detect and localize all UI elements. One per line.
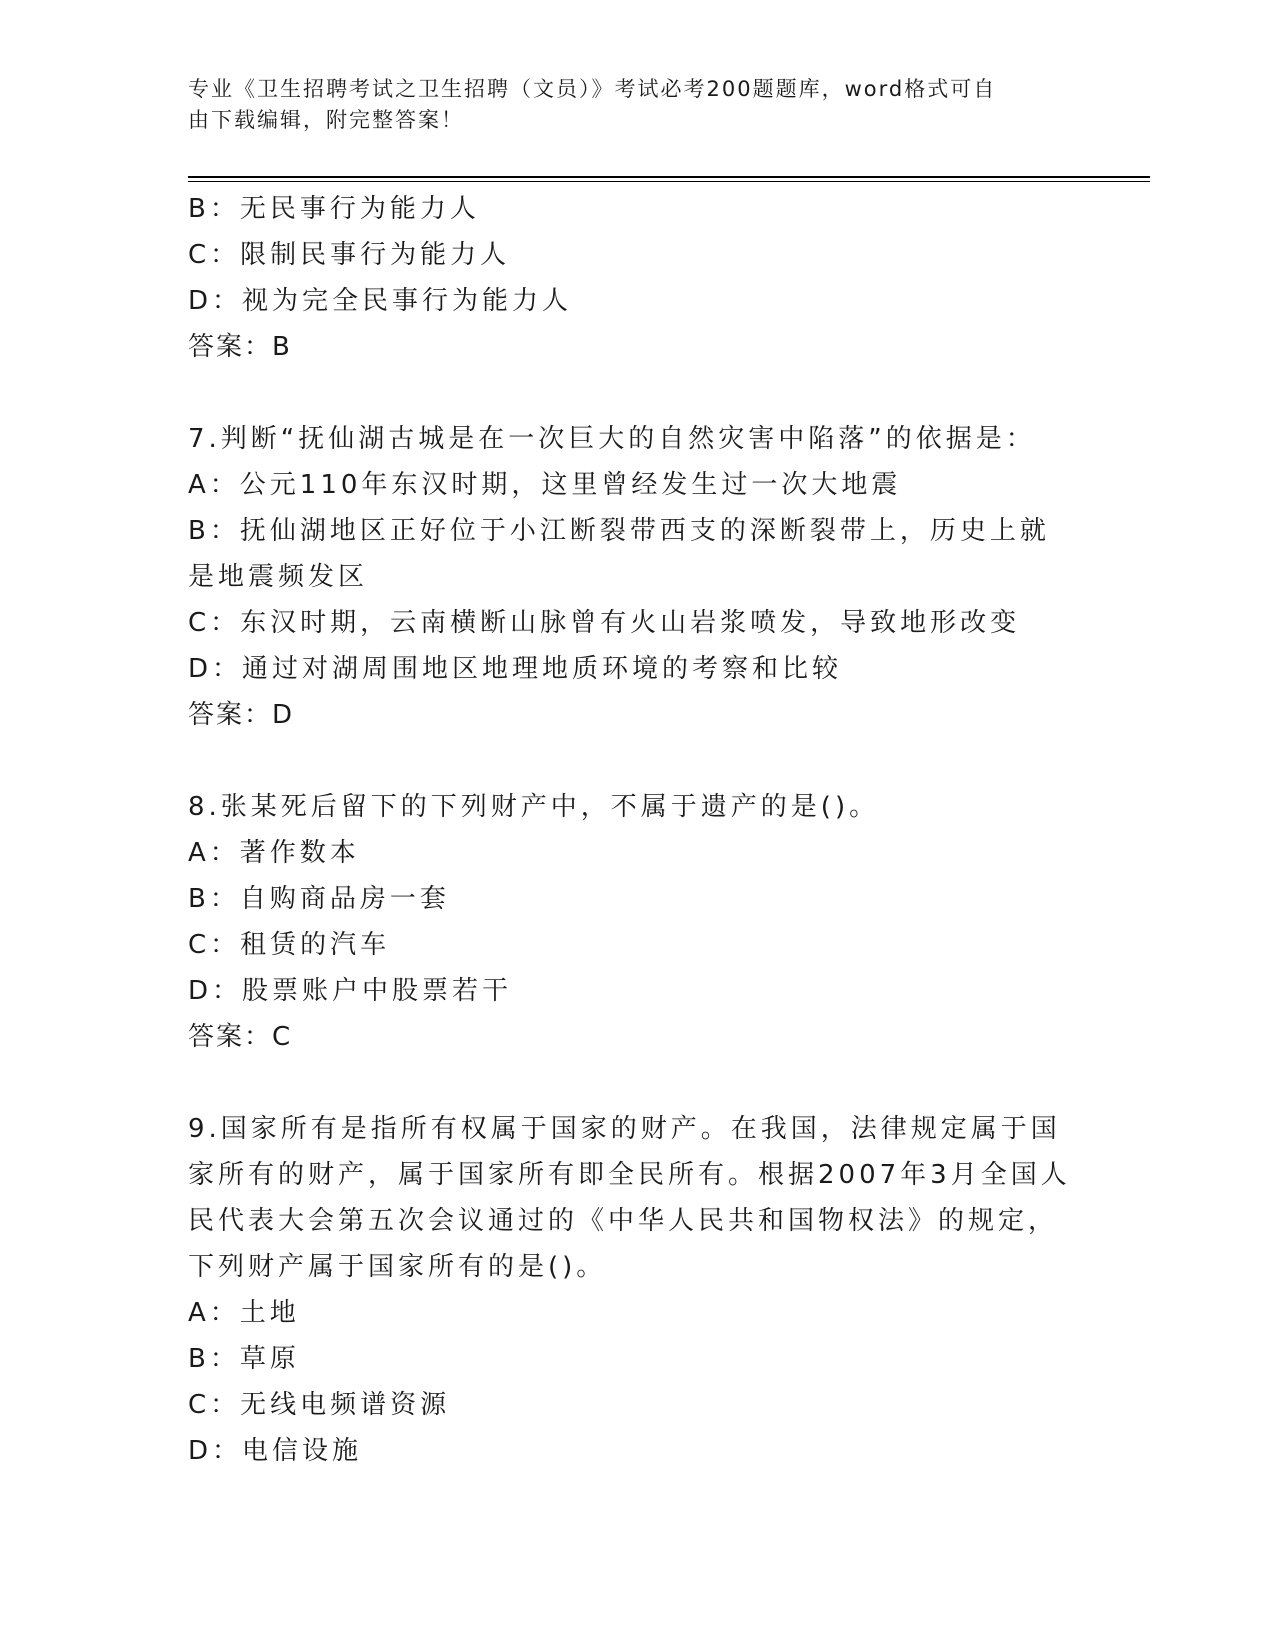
answer-line: 答案：D (188, 700, 295, 730)
question-6-continued (188, 186, 1078, 370)
option-c: C：租赁的汽车 (188, 930, 391, 960)
option-d: D：通过对湖周围地区地理地质环境的考察和比较 (188, 654, 843, 684)
question-stem: 9.国家所有是指所有权属于国家的财产。在我国，法律规定属于国家所有的财产，属于国家所有即全民所有。根据2007年3月全国人民代表大会第五次会议通过的《中华人民共和国物权法》的规定，下列财产属于国家所有的是()。 (188, 1114, 1071, 1282)
question-9 (188, 1106, 1078, 1474)
option-c: C：东汉时期，云南横断山脉曾有火山岩浆喷发，导致地形改变 (188, 608, 1021, 638)
question-stem: 7.判断“抚仙湖古城是在一次巨大的自然灾害中陷落”的依据是： (188, 424, 1036, 454)
question-7 (188, 416, 1078, 738)
option-c: C：限制民事行为能力人 (188, 240, 511, 270)
option-b: B：抚仙湖地区正好位于小江断裂带西支的深断裂带上，历史上就是地震频发区 (188, 516, 1050, 592)
header-line-2: 由下载编辑，附完整答案！ (188, 108, 464, 132)
spacer (188, 1060, 1078, 1106)
option-c: C：无线电频谱资源 (188, 1390, 451, 1420)
option-d: D：股票账户中股票若干 (188, 976, 513, 1006)
question-list (188, 186, 1078, 1474)
document-header (188, 74, 1068, 136)
option-d: D：电信设施 (188, 1436, 363, 1466)
option-b: B：自购商品房一套 (188, 884, 450, 914)
header-rule-thin (188, 181, 1150, 182)
spacer (188, 738, 1078, 784)
question-8 (188, 784, 1078, 1060)
header-line-1: 专业《卫生招聘考试之卫生招聘（文员）》考试必考200题题库，word格式可自 (188, 77, 997, 101)
option-a: A：土地 (188, 1298, 300, 1328)
header-rule-thick (188, 176, 1150, 178)
spacer (188, 370, 1078, 416)
answer-line: 答案：B (188, 332, 292, 362)
question-stem: 8.张某死后留下的下列财产中，不属于遗产的是()。 (188, 792, 880, 822)
option-a: A：公元110年东汉时期，这里曾经发生过一次大地震 (188, 470, 902, 500)
option-b: B：草原 (188, 1344, 300, 1374)
option-d: D：视为完全民事行为能力人 (188, 286, 573, 316)
answer-line: 答案：C (188, 1022, 293, 1052)
option-b: B：无民事行为能力人 (188, 194, 480, 224)
option-a: A：著作数本 (188, 838, 360, 868)
